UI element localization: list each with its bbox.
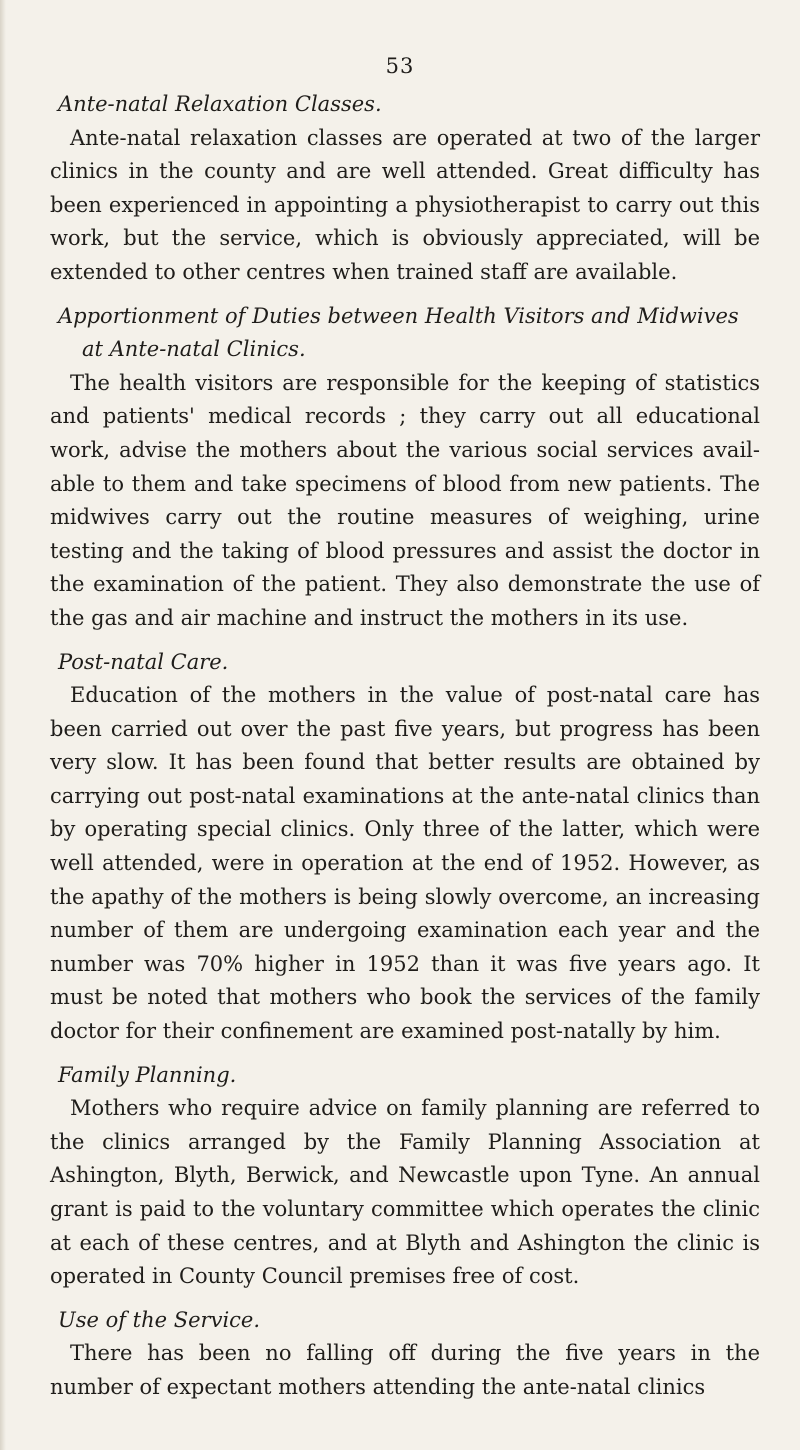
section-paragraph: Mothers who require advice on family planning are referred to the clinics arranged by the Family Planning Association at Ashington, Blyth, Berwick, and Newcastle upon Tyne. An annual grant is paid to the voluntary committee which operates the clinic at each of these centres, and at Blyth and Ashington the clinic is operated in County Council premises free of cost. [50,1096,760,1289]
section-family-planning [50,1059,760,1294]
section-paragraph: There has been no falling off during the five years in the number of expectant mothers attending the ante-natal clinics [50,1341,760,1399]
section-paragraph: The health visitors are responsible for the keeping of statistics and patients' medical records ; they carry out all educational work, advise the mothers about the various social services available to them and take specimens of blood from new patients. The midwives carry out the routine measures of weighing, urine testing and the taking of blood pressures and assist the doctor in the examination of the patient. They also demonstrate the use of the gas and air machine and instruct the mothers in its use. [50,370,760,630]
section-heading: Apportionment of Duties between Health Visitors and Midwives at Ante-natal Clinics. [58,303,739,362]
section-heading: Use of the Service. [58,1307,261,1332]
section-heading: Family Planning. [58,1062,237,1087]
page-number: 53 [385,54,415,78]
section-heading: Post-natal Care. [58,649,229,674]
section-paragraph: Education of the mothers in the value of post-natal care has been carried out over the past five years, but progress has been very slow. It has been found that better results are obtained by carrying out post-natal examinations at the ante-natal clinics than by operating special clinics. Only three of the latter, which were well attended, were in operation at the end of 1952. However, as the apathy of the mothers is being slowly overcome, an increasing number of them are undergoing examination each year and the number was 70% higher in 1952 than it was five years ago. It must be noted that mothers who book the services of the family doctor for their confinement are examined post-natally by him. [50,683,760,1044]
section-post-natal-care [50,646,760,1049]
section-paragraph: Ante-natal relaxation classes are operated at two of the larger clinics in the county and are well attended. Great difficulty has been experienced in appointing a physiotherapist to carry out this work, but the service, which is obviously appreciated, will be extended to other centres when trained staff are available. [50,125,760,284]
page-body [50,88,760,1415]
section-heading: Ante-natal Relaxation Classes. [58,92,382,116]
section-apportionment-of-duties [50,300,760,636]
section-use-of-service [50,1304,760,1405]
section-relaxation-classes [50,88,760,290]
